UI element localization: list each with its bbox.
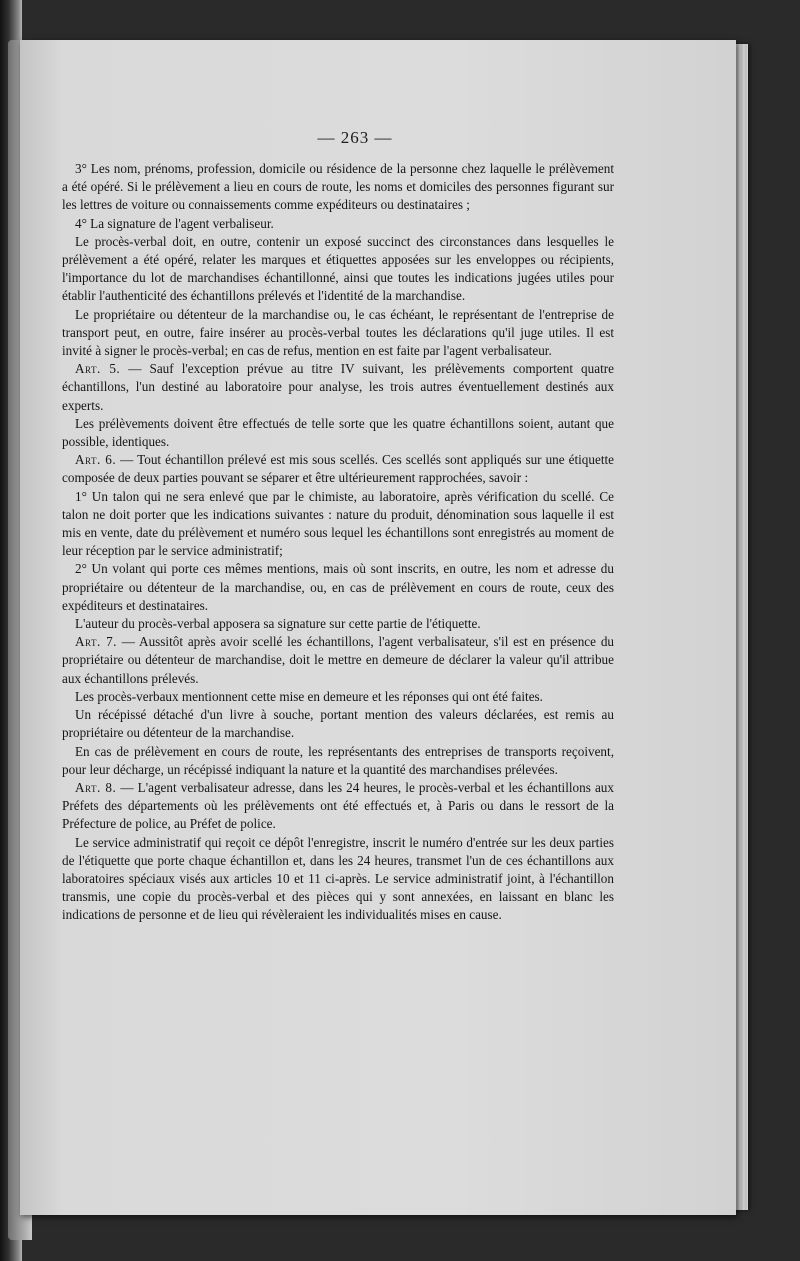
article-heading: Art. 8. bbox=[75, 779, 117, 795]
paragraph: 2° Un volant qui porte ces mêmes mentions, mais où sont inscrits, en outre, les nom et adresse du propriétaire ou détenteur de la marchandise, ou, en cas de prélèvement en cours de route, ceux des expéditeurs et destinataires. bbox=[62, 561, 614, 613]
article-heading: Art. 6. bbox=[75, 452, 117, 468]
article-paragraph: Art. 8. — L'agent verbalisateur adresse, dans les 24 heures, le procès-verbal et les échantillons aux Préfets des départements où les prélèvements ont été effectués et, à Paris ou dans le ressort de la Préfecture de police, au Préfet de police. bbox=[62, 779, 614, 832]
article-heading: Art. 5. bbox=[75, 361, 121, 377]
paragraph: Le service administratif qui reçoit ce dépôt l'enregistre, inscrit le numéro d'entrée sur les deux parties de l'étiquette que porte chaque échantillon et, dans les 24 heures, transmet l'un de ces échantillons aux laboratoires spéciaux visés aux articles 10 et 11 ci-après. Le service administratif joint, à l'échantillon transmis, une copie du procès-verbal et des pièces qui y sont annexées, en laissant en blanc les indications de personne et de lieu qui révèleraient les individualités mises en cause. bbox=[62, 834, 614, 923]
article-paragraph: Art. 6. — Tout échantillon prélevé est mis sous scellés. Ces scellés sont appliqués sur une étiquette composée de deux parties pouvant se séparer et être ultérieurement rapprochées, savoir : bbox=[62, 452, 615, 486]
paragraph: Les procès-verbaux mentionnent cette mise en demeure et les réponses qui ont été faites. bbox=[75, 688, 543, 704]
paragraph: L'auteur du procès-verbal apposera sa signature sur cette partie de l'étiquette. bbox=[75, 616, 481, 632]
paragraph: En cas de prélèvement en cours de route, les représentants des entreprises de transports reçoivent, pour leur décharge, un récépissé indiquant la nature et la quantité des marchandises prélevées. bbox=[62, 743, 614, 777]
paragraph: Un récépissé détaché d'un livre à souche, portant mention des valeurs déclarées, est remis au propriétaire ou détenteur de la marchandise. bbox=[62, 707, 614, 741]
article-paragraph: Art. 5. — Sauf l'exception prévue au titre IV suivant, les prélèvements comportent quatre échantillons, l'un destiné au laboratoire pour analyse, les trois autres éventuellement destinés aux experts. bbox=[62, 361, 614, 413]
paragraph: Le procès-verbal doit, en outre, contenir un exposé succinct des circonstances dans lesquelles le prélèvement a été opéré, relater les marques et étiquettes apposées sur les enveloppes ou récipients, l'importance du lot de marchandises échantillonné, ainsi que toutes les indications jugées utiles pour établir l'authenticité des échantillons prélevés et l'identité de la marchandise. bbox=[62, 233, 614, 304]
page-number: — 263 — bbox=[317, 128, 393, 147]
paragraph: 3° Les nom, prénoms, profession, domicile ou résidence de la personne chez laquelle le prélèvement a été opéré. Si le prélèvement a lieu en cours de route, les noms et domiciles des personnes figurant sur les lettres de voiture ou connaissements comme expéditeurs ou destinataires ; bbox=[62, 161, 614, 213]
paragraph: Le propriétaire ou détenteur de la marchandise ou, le cas échéant, le représentant de l'entreprise de transport peut, en outre, faire insérer au procès-verbal toutes les déclarations qu'il juge utiles. Il est invité à signer le procès-verbal; en cas de refus, mention en est faite par l'agent verbalisateur. bbox=[62, 306, 614, 359]
article-paragraph: Art. 7. — Aussitôt après avoir scellé les échantillons, l'agent verbalisateur, s'il est en présence du propriétaire ou détenteur de marchandise, doit le mettre en demeure de déclarer la valeur qu'il attribue aux échantillons prélevés. bbox=[62, 634, 615, 686]
paragraph: Les prélèvements doivent être effectués de telle sorte que les quatre échantillons soient, autant que possible, identiques. bbox=[62, 415, 614, 450]
paragraph: 1° Un talon qui ne sera enlevé que par le chimiste, au laboratoire, après vérification du scellé. Ce talon ne doit porter que les indications suivantes : nature du produit, dénomination sous laquelle il est mis en vente, date du prélèvement et numéro sous lequel les échantillons sont enregistrés au moment de leur réception par le service administratif; bbox=[62, 488, 614, 559]
paragraph: 4° La signature de l'agent verbaliseur. bbox=[75, 215, 274, 231]
article-heading: Art. 7. bbox=[75, 634, 117, 650]
body-text bbox=[62, 160, 614, 925]
